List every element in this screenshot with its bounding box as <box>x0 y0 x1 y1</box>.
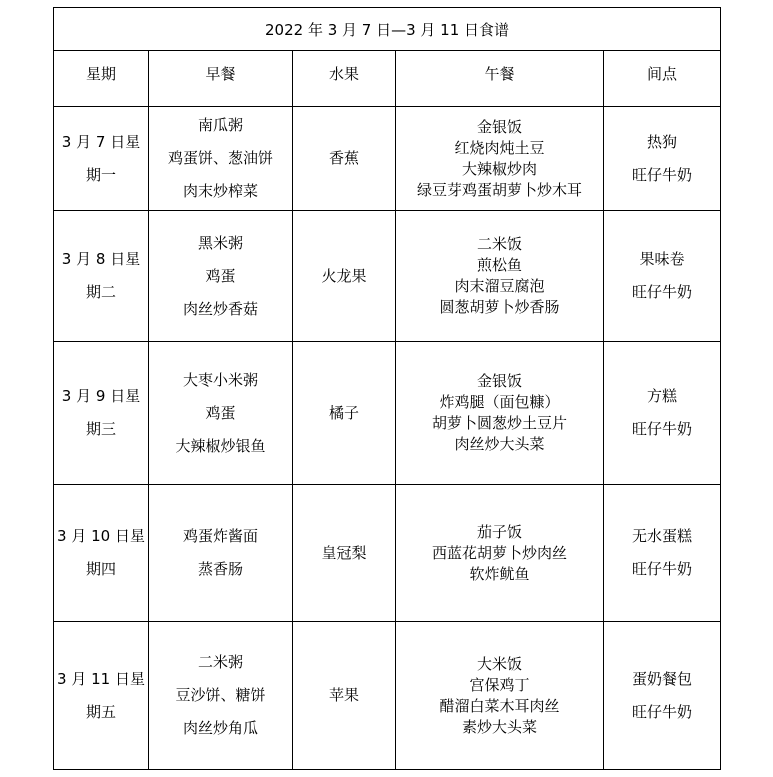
lunch-cell-line: 肉丝炒大头菜 <box>454 435 545 453</box>
lunch-cell-line: 西蓝花胡萝卜炒肉丝 <box>431 543 567 562</box>
snack-cell <box>604 211 721 342</box>
breakfast-cell-line: 大枣小米粥 <box>182 370 258 389</box>
snack-cell-line: 方糕 <box>647 387 678 405</box>
lunch-cell-line: 宫保鸡丁 <box>469 675 530 694</box>
weekday-cell-line: 期五 <box>85 702 116 721</box>
fruit-cell-line: 火龙果 <box>321 266 367 285</box>
snack-cell-line: 无水蛋糕 <box>632 527 693 545</box>
lunch-cell <box>396 107 604 211</box>
lunch-cell-line: 醋溜白菜木耳肉丝 <box>439 696 560 715</box>
lunch-cell-line: 红烧肉炖土豆 <box>454 138 545 157</box>
snack-cell-line: 热狗 <box>647 132 678 151</box>
column-header-lunch: 午餐 <box>396 51 604 107</box>
lunch-cell-line: 胡萝卜圆葱炒土豆片 <box>431 414 567 432</box>
snack-cell <box>604 622 721 770</box>
lunch-cell-line: 金银饭 <box>476 372 522 390</box>
column-header-snack: 间点 <box>604 51 721 107</box>
lunch-cell <box>396 342 604 485</box>
menu-row <box>54 211 721 342</box>
lunch-cell-line: 圆葱胡萝卜炒香肠 <box>439 298 560 316</box>
menu-row <box>54 342 721 485</box>
title-row <box>54 8 721 51</box>
weekday-cell <box>54 622 149 770</box>
snack-cell-line: 旺仔牛奶 <box>632 560 693 578</box>
menu-row <box>54 622 721 770</box>
fruit-cell <box>293 107 396 211</box>
column-header-weekday: 星期 <box>54 51 149 107</box>
breakfast-cell-line: 蒸香肠 <box>197 560 243 578</box>
lunch-cell-line: 软炸鱿鱼 <box>469 564 530 583</box>
breakfast-cell-line: 二米粥 <box>197 653 243 671</box>
lunch-cell-line: 茄子饭 <box>476 522 522 541</box>
lunch-cell <box>396 211 604 342</box>
weekday-cell-line: 3 月 9 日星 <box>61 387 141 405</box>
weekday-cell <box>54 107 149 211</box>
lunch-cell-line: 素炒大头菜 <box>461 717 537 736</box>
breakfast-cell-line: 南瓜粥 <box>197 116 243 134</box>
weekday-cell <box>54 485 149 622</box>
weekday-cell-line: 3 月 10 日星 <box>57 527 145 545</box>
menu-title: 2022 年 3 月 7 日—3 月 11 日食谱 <box>54 8 721 51</box>
fruit-cell <box>293 622 396 770</box>
snack-cell-line: 旺仔牛奶 <box>632 165 693 184</box>
snack-cell-line: 蛋奶餐包 <box>632 669 693 688</box>
menu-table <box>53 7 721 770</box>
menu-body <box>54 107 721 770</box>
column-header-fruit: 水果 <box>293 51 396 107</box>
weekday-cell-line: 期四 <box>85 560 116 578</box>
lunch-cell-line: 二米饭 <box>476 235 522 253</box>
header-row <box>54 51 721 107</box>
breakfast-cell-line: 鸡蛋 <box>205 266 236 285</box>
column-header-breakfast: 早餐 <box>149 51 293 107</box>
lunch-cell-line: 绿豆芽鸡蛋胡萝卜炒木耳 <box>416 180 582 199</box>
fruit-cell-line: 橘子 <box>328 403 359 422</box>
breakfast-cell-line: 肉丝炒香菇 <box>182 299 258 318</box>
weekday-cell <box>54 342 149 485</box>
breakfast-cell <box>149 622 293 770</box>
fruit-cell <box>293 485 396 622</box>
breakfast-cell-line: 大辣椒炒银鱼 <box>175 436 266 455</box>
weekday-cell-line: 期二 <box>85 283 116 301</box>
lunch-cell-line: 炸鸡腿（面包糠） <box>439 393 560 411</box>
breakfast-cell <box>149 342 293 485</box>
breakfast-cell <box>149 107 293 211</box>
snack-cell-line: 旺仔牛奶 <box>632 420 693 438</box>
fruit-cell-line: 皇冠梨 <box>321 543 367 562</box>
lunch-cell-line: 大米饭 <box>476 654 522 673</box>
fruit-cell <box>293 211 396 342</box>
fruit-cell-line: 苹果 <box>328 686 359 704</box>
snack-cell <box>604 342 721 485</box>
weekday-cell-line: 期一 <box>85 165 116 184</box>
weekday-cell-line: 3 月 8 日星 <box>61 250 141 268</box>
breakfast-cell-line: 鸡蛋 <box>205 403 236 422</box>
snack-cell-line: 果味卷 <box>639 250 685 268</box>
lunch-cell <box>396 485 604 622</box>
snack-cell-line: 旺仔牛奶 <box>632 283 693 301</box>
lunch-cell-line: 金银饭 <box>476 117 522 136</box>
breakfast-cell-line: 鸡蛋炸酱面 <box>182 527 258 545</box>
breakfast-cell-line: 肉末炒榨菜 <box>182 182 258 200</box>
snack-cell-line: 旺仔牛奶 <box>632 702 693 721</box>
menu-row <box>54 107 721 211</box>
snack-cell <box>604 485 721 622</box>
weekday-cell-line: 期三 <box>85 420 116 438</box>
breakfast-cell-line: 肉丝炒角瓜 <box>182 719 258 737</box>
breakfast-cell-line: 鸡蛋饼、葱油饼 <box>167 149 273 167</box>
breakfast-cell <box>149 485 293 622</box>
menu-row <box>54 485 721 622</box>
lunch-cell-line: 肉末溜豆腐泡 <box>454 277 545 295</box>
weekday-cell-line: 3 月 7 日星 <box>61 132 141 151</box>
fruit-cell-line: 香蕉 <box>328 149 359 167</box>
breakfast-cell <box>149 211 293 342</box>
breakfast-cell-line: 黑米粥 <box>197 233 243 252</box>
fruit-cell <box>293 342 396 485</box>
breakfast-cell-line: 豆沙饼、糖饼 <box>175 686 266 704</box>
lunch-cell-line: 煎松鱼 <box>476 256 522 274</box>
weekday-cell-line: 3 月 11 日星 <box>57 669 145 688</box>
lunch-cell <box>396 622 604 770</box>
lunch-cell-line: 大辣椒炒肉 <box>461 159 537 178</box>
snack-cell <box>604 107 721 211</box>
weekday-cell <box>54 211 149 342</box>
